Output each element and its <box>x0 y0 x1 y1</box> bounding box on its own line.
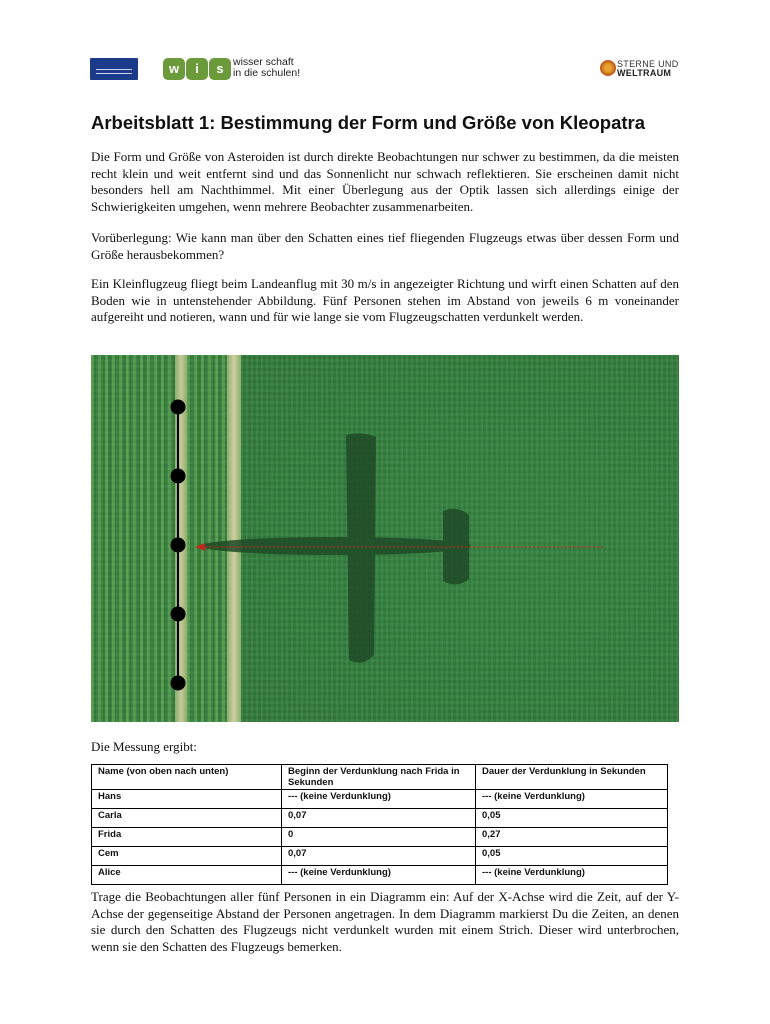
wis-line-2: in die schulen! <box>233 67 301 79</box>
sw-line-2: WELTRAUM <box>617 68 672 78</box>
observer-cem <box>171 607 186 622</box>
sw-line-1: STERNE UND <box>617 59 679 69</box>
header-dauer: Dauer der Verdunklung in Sekunden <box>476 765 668 790</box>
cell-beginn: 0 <box>282 828 476 847</box>
field-photo <box>91 355 679 722</box>
cell-beginn: --- (keine Verdunklung) <box>282 866 476 885</box>
table-row <box>92 828 668 847</box>
intro-paragraph: Die Form und Größe von Asteroiden ist durch direkte Beobachtungen nur schwer zu bestimmen, da die meisten recht klein und weit entfernt sind und das Sonnenlicht nur schwach reflektieren. Sie erscheinen damit nicht besonders hell am Nachthimmel. Mit einer Überlegung aus der Optik lassen sich allerdings einige der Schwierigkeiten umgehen, wenn mehrere Beobachter zusammenarbeiten. <box>91 149 679 214</box>
cell-dauer: --- (keine Verdunklung) <box>476 790 668 809</box>
cell-beginn: --- (keine Verdunklung) <box>282 790 476 809</box>
observer-hans <box>171 400 186 415</box>
institution-logo <box>90 58 138 80</box>
header-name: Name (von oben nach unten) <box>92 765 282 790</box>
observer-frida <box>171 538 186 553</box>
cell-name: Hans <box>92 790 282 809</box>
table-row <box>92 847 668 866</box>
observer-alice <box>171 676 186 691</box>
scenario-paragraph: Ein Kleinflugzeug fliegt beim Landeanflug mit 30 m/s in angezeigter Richtung und wirft einen Schatten auf den Boden wie in untenstehender Abbildung. Fünf Personen stehen im Abstand von jeweils 6 m voneinander aufgereiht und notieren, wann und für wie lange sie vom Flugzeugschatten verdunkelt werden. <box>91 276 679 324</box>
table-row <box>92 790 668 809</box>
page-title: Arbeitsblatt 1: Bestimmung der Form und Größe von Kleopatra <box>91 112 646 133</box>
task-paragraph: Trage die Beobachtungen aller fünf Personen in ein Diagramm ein: Auf der X-Achse wird die Zeit, auf der Y-Achse der gegenseitige Abstand der Personen angetragen. In dem Diagramm markierst Du die Zeiten, an denen sie durch den Schatten des Flugzeugs nicht verdunkelt wurden mit einem Strich. Dieser wird unterbrochen, wenn sie den Schatten des Flugzeugs bemerken. <box>91 889 679 954</box>
header-beginn: Beginn der Verdunklung nach Frida in Sekunden <box>282 765 476 790</box>
sterne-und-weltraum-logo <box>617 60 679 78</box>
cell-beginn: 0,07 <box>282 809 476 828</box>
cell-name: Cem <box>92 847 282 866</box>
wis-logo-i: i <box>186 58 208 80</box>
wis-line-1: wisser schaft <box>233 56 294 68</box>
cell-name: Frida <box>92 828 282 847</box>
wis-logo-w: w <box>163 58 185 80</box>
wis-logo-text <box>233 57 300 79</box>
cell-name: Alice <box>92 866 282 885</box>
cell-dauer: 0,05 <box>476 847 668 866</box>
wis-logo-s: s <box>209 58 231 80</box>
table-header-row <box>92 765 668 790</box>
measurement-label: Die Messung ergibt: <box>91 739 197 754</box>
table-row <box>92 809 668 828</box>
airplane-shadow <box>201 433 471 662</box>
measurement-table <box>91 764 668 885</box>
cell-dauer: 0,27 <box>476 828 668 847</box>
cell-dauer: 0,05 <box>476 809 668 828</box>
cell-dauer: --- (keine Verdunklung) <box>476 866 668 885</box>
observer-carla <box>171 469 186 484</box>
preliminary-question: Vorüberlegung: Wie kann man über den Schatten eines tief fliegenden Flugzeugs etwas über dessen Form und Größe herausbekommen? <box>91 230 679 262</box>
cell-beginn: 0,07 <box>282 847 476 866</box>
table-row <box>92 866 668 885</box>
cell-name: Carla <box>92 809 282 828</box>
sun-icon <box>600 60 616 76</box>
measurement-overlay <box>91 355 679 722</box>
